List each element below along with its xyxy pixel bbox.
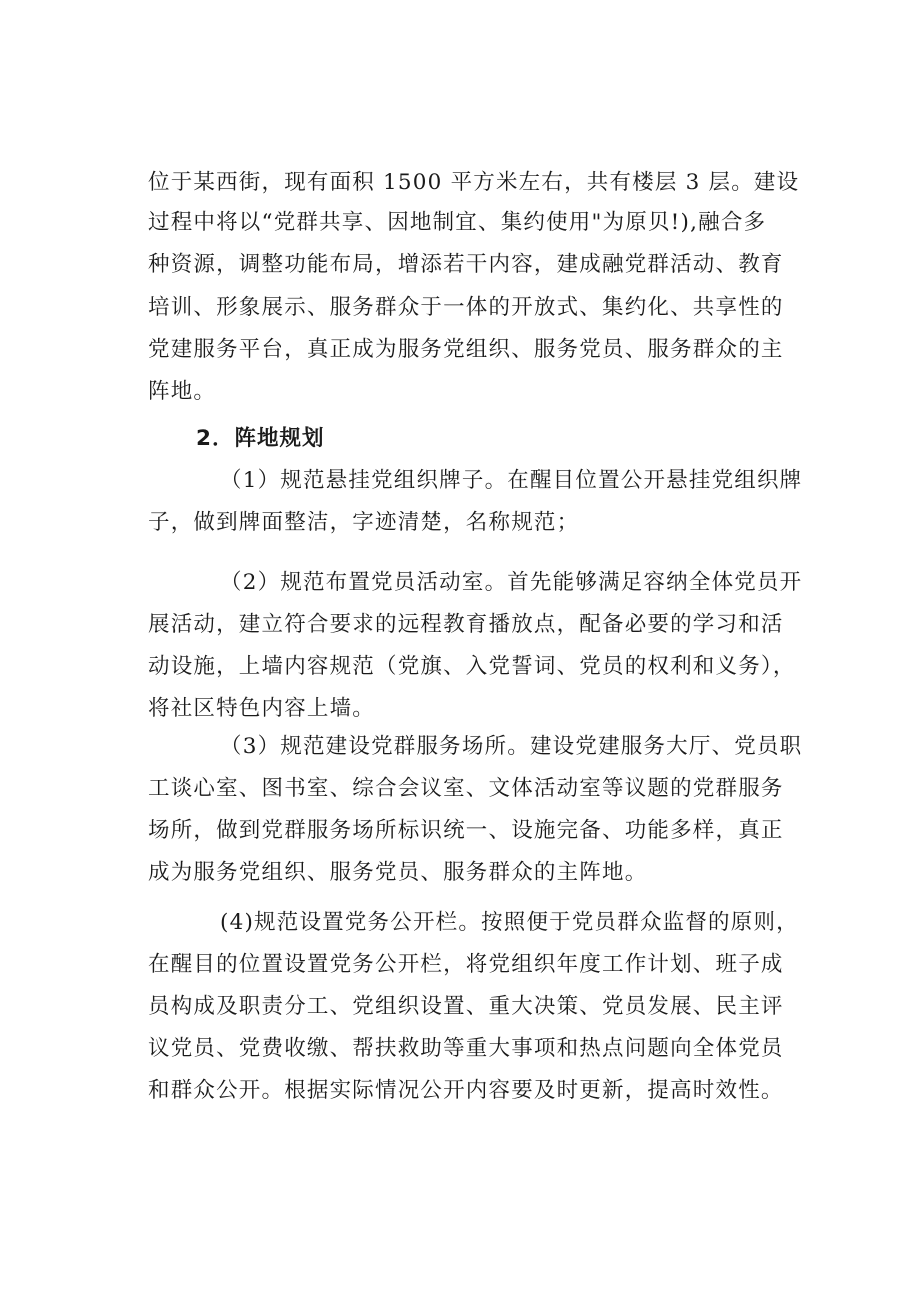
item3-line-4: 成为服务党组织、服务党员、服务群众的主阵地。: [148, 860, 648, 885]
item2-line-3: 动设施，上墙内容规范（党旗、入党誓词、党员的权利和义务），: [148, 654, 796, 679]
intro-line-5: 党建服务平台，真正成为服务党组织、服务党员、服务群众的主: [148, 337, 784, 362]
item1-line-1: （1）规范悬挂党组织牌子。在醒目位置公开悬挂党组织牌: [220, 468, 803, 493]
item3-line-2: 工谈心室、图书室、综合会议室、文体活动室等议题的党群服务: [148, 776, 784, 801]
intro-line-4: 培训、形象展示、服务群众于一体的开放式、集约化、共享性的: [148, 295, 784, 320]
item4-line-1: (4)规范设置党务公开栏。按照便于党员群众监督的原则，: [220, 910, 799, 935]
item4-line-4: 议党员、党费收缴、帮扶救助等重大事项和热点问题向全体党员: [148, 1036, 784, 1061]
item4-line-5: 和群众公开。根据实际情况公开内容要及时更新，提高时效性。: [148, 1078, 784, 1103]
item4-line-3: 员构成及职责分工、党组织设置、重大决策、党员发展、民主评: [148, 994, 784, 1019]
intro-line-3: 种资源，调整功能布局，增添若干内容，建成融党群活动、教育: [148, 252, 784, 277]
item1-line-2: 子，做到牌面整洁，字迹清楚，名称规范；: [148, 510, 580, 535]
item3-line-3: 场所，做到党群服务场所标识统一、设施完备、功能多样，真正: [148, 818, 784, 843]
section-heading: 2．阵地规划: [196, 426, 325, 451]
item3-line-1: （3）规范建设党群服务场所。建设党建服务大厅、党员职: [220, 734, 803, 759]
item4-line-2: 在醒目的位置设置党务公开栏，将党组织年度工作计划、班子成: [148, 952, 784, 977]
item2-line-2: 展活动，建立符合要求的远程教育播放点，配备必要的学习和活: [148, 612, 784, 637]
item2-line-4: 将社区特色内容上墙。: [148, 696, 376, 721]
intro-line-2: 过程中将以“党群共享、因地制宜、集约使用"为原贝!),融合多: [148, 210, 767, 235]
intro-line-1: 位于某西街，现有面积 1500 平方米左右，共有楼层 3 层。建设: [148, 170, 800, 195]
item2-line-1: （2）规范布置党员活动室。首先能够满足容纳全体党员开: [220, 570, 803, 595]
intro-line-6: 阵地。: [148, 379, 217, 404]
